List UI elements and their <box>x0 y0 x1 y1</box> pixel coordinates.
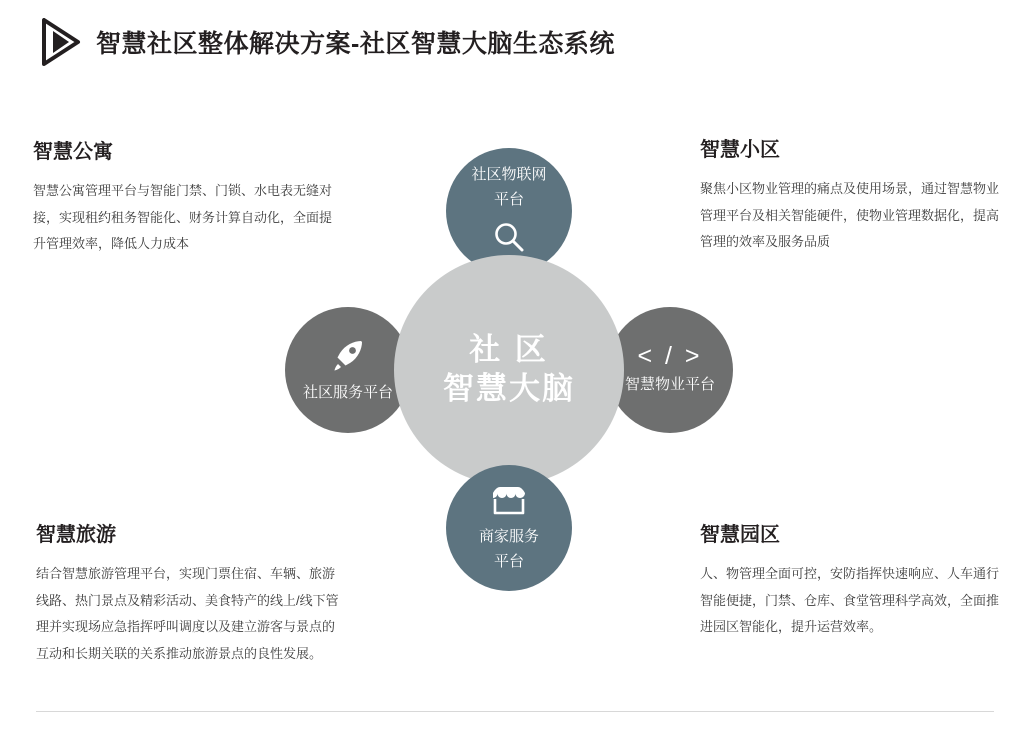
block-smart-tourism-body: 结合智慧旅游管理平台，实现门票住宿、车辆、旅游线路、热门景点及精彩活动、美食特产的线上/线下管理并实现场应急指挥呼叫调度以及建立游客与景点的互动和长期关联的关系推动旅游景点的良性发展。 <box>36 566 339 661</box>
block-smart-apartment <box>33 135 333 258</box>
rocket-icon <box>329 336 367 377</box>
block-smart-community-title: 智慧小区 <box>700 139 780 161</box>
block-smart-apartment-body: 智慧公寓管理平台与智能门禁、门锁、水电表无缝对接，实现租约租务智能化、财务计算自动化，全面提升管理效率，降低人力成本 <box>33 183 333 252</box>
page-title: 智慧社区整体解决方案-社区智慧大脑生态系统 <box>96 30 615 58</box>
block-smart-tourism <box>36 518 342 668</box>
node-smart-property-platform-label: 智慧物业平台 <box>624 376 715 394</box>
block-smart-park-title: 智慧园区 <box>700 524 780 546</box>
node-merchant-service-platform[interactable] <box>446 465 572 591</box>
node-iot-platform-label-line1: 社区物联网 <box>471 166 547 184</box>
block-smart-park <box>700 518 1000 641</box>
page-header <box>40 18 615 66</box>
code-brackets-icon: < / > <box>637 342 703 371</box>
block-smart-tourism-title: 智慧旅游 <box>36 524 116 546</box>
hub-label-line1: 社 区 <box>469 332 549 368</box>
node-iot-platform-label-line2: 平台 <box>493 190 524 208</box>
node-merchant-service-platform-label-line2: 平台 <box>493 552 524 570</box>
play-triangle-logo-icon <box>40 18 82 66</box>
storefront-icon <box>489 484 529 519</box>
ecosystem-diagram <box>293 135 743 605</box>
block-smart-community <box>700 133 1000 256</box>
search-icon <box>492 220 526 257</box>
block-smart-community-body: 聚焦小区物业管理的痛点及使用场景，通过智慧物业管理平台及相关智能硬件，使物业管理数据化，提高管理的效率及服务品质 <box>700 181 1000 250</box>
node-merchant-service-platform-label-line1: 商家服务 <box>478 528 539 546</box>
block-smart-apartment-title: 智慧公寓 <box>33 141 113 163</box>
block-smart-park-body: 人、物管理全面可控，安防指挥快速响应、人车通行智能便捷，门禁、仓库、食堂管理科学高效，全面推进园区智能化，提升运营效率。 <box>700 566 1000 635</box>
node-community-service-platform[interactable] <box>285 307 411 433</box>
node-smart-property-platform[interactable] <box>607 307 733 433</box>
hub-label-line2: 智慧大脑 <box>443 371 575 406</box>
hub-community-brain <box>394 255 624 485</box>
footer-divider <box>36 711 994 712</box>
node-community-service-platform-label: 社区服务平台 <box>302 384 393 402</box>
